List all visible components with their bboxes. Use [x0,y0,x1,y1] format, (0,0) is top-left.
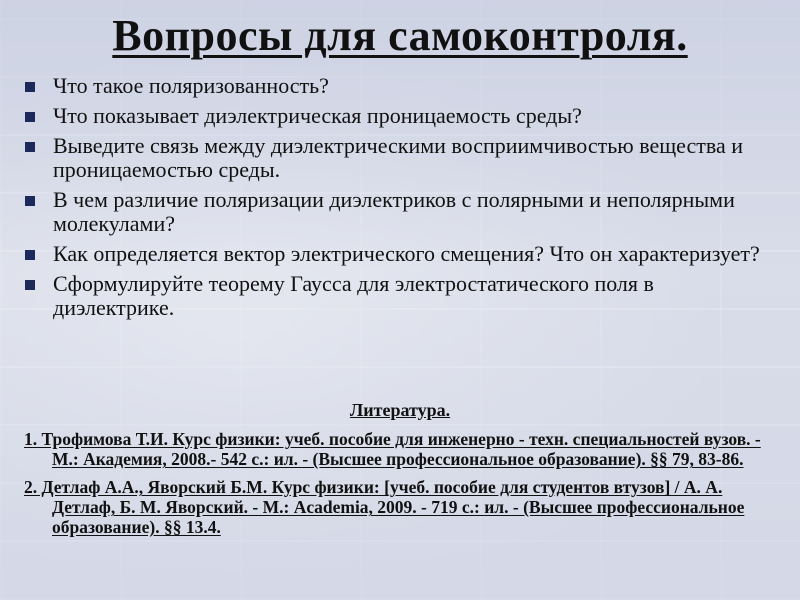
square-bullet-icon [25,196,35,206]
question-item [22,134,777,182]
question-text: Сформулируйте теорему Гаусса для электростатического поля в диэлектрике. [53,271,654,320]
question-text: Что такое поляризованность? [53,73,329,98]
square-bullet-icon [25,82,35,92]
reference-list [24,429,776,545]
square-bullet-icon [25,280,35,290]
question-text: В чем различие поляризации диэлектриков с полярными и неполярными молекулами? [53,187,735,236]
square-bullet-icon [25,250,35,260]
question-item [22,272,777,320]
slide-title: Вопросы для самоконтроля. [112,11,688,60]
reference-item: 2. Детлаф А.А., Яворский Б.М. Курс физики: [учеб. пособие для студентов втузов] / А. А. Детлаф, Б. М. Яворский. - М.: Academia, 2009. - 719 с.: ил. - (Высшее профессиональное образование). §§ 13.4. [24,477,745,537]
question-item [22,74,777,98]
question-text: Выведите связь между диэлектрическими восприимчивостью вещества и проницаемостью среды. [53,133,743,182]
question-item [22,188,777,236]
literature-heading: Литература. [349,400,451,420]
square-bullet-icon [25,112,35,122]
question-text: Как определяется вектор электрического смещения? Что он характеризует? [53,241,760,266]
reference-item: 1. Трофимова Т.И. Курс физики: учеб. пособие для инженерно - техн. специальностей вузов. - М.: Академия, 2008.- 542 с.: ил. - (Высшее профессиональное образование). §§ 79, 83-86. [24,429,761,469]
question-item [22,242,777,266]
question-list [22,74,777,326]
square-bullet-icon [25,142,35,152]
question-item [22,104,777,128]
question-text: Что показывает диэлектрическая проницаемость среды? [53,103,582,128]
